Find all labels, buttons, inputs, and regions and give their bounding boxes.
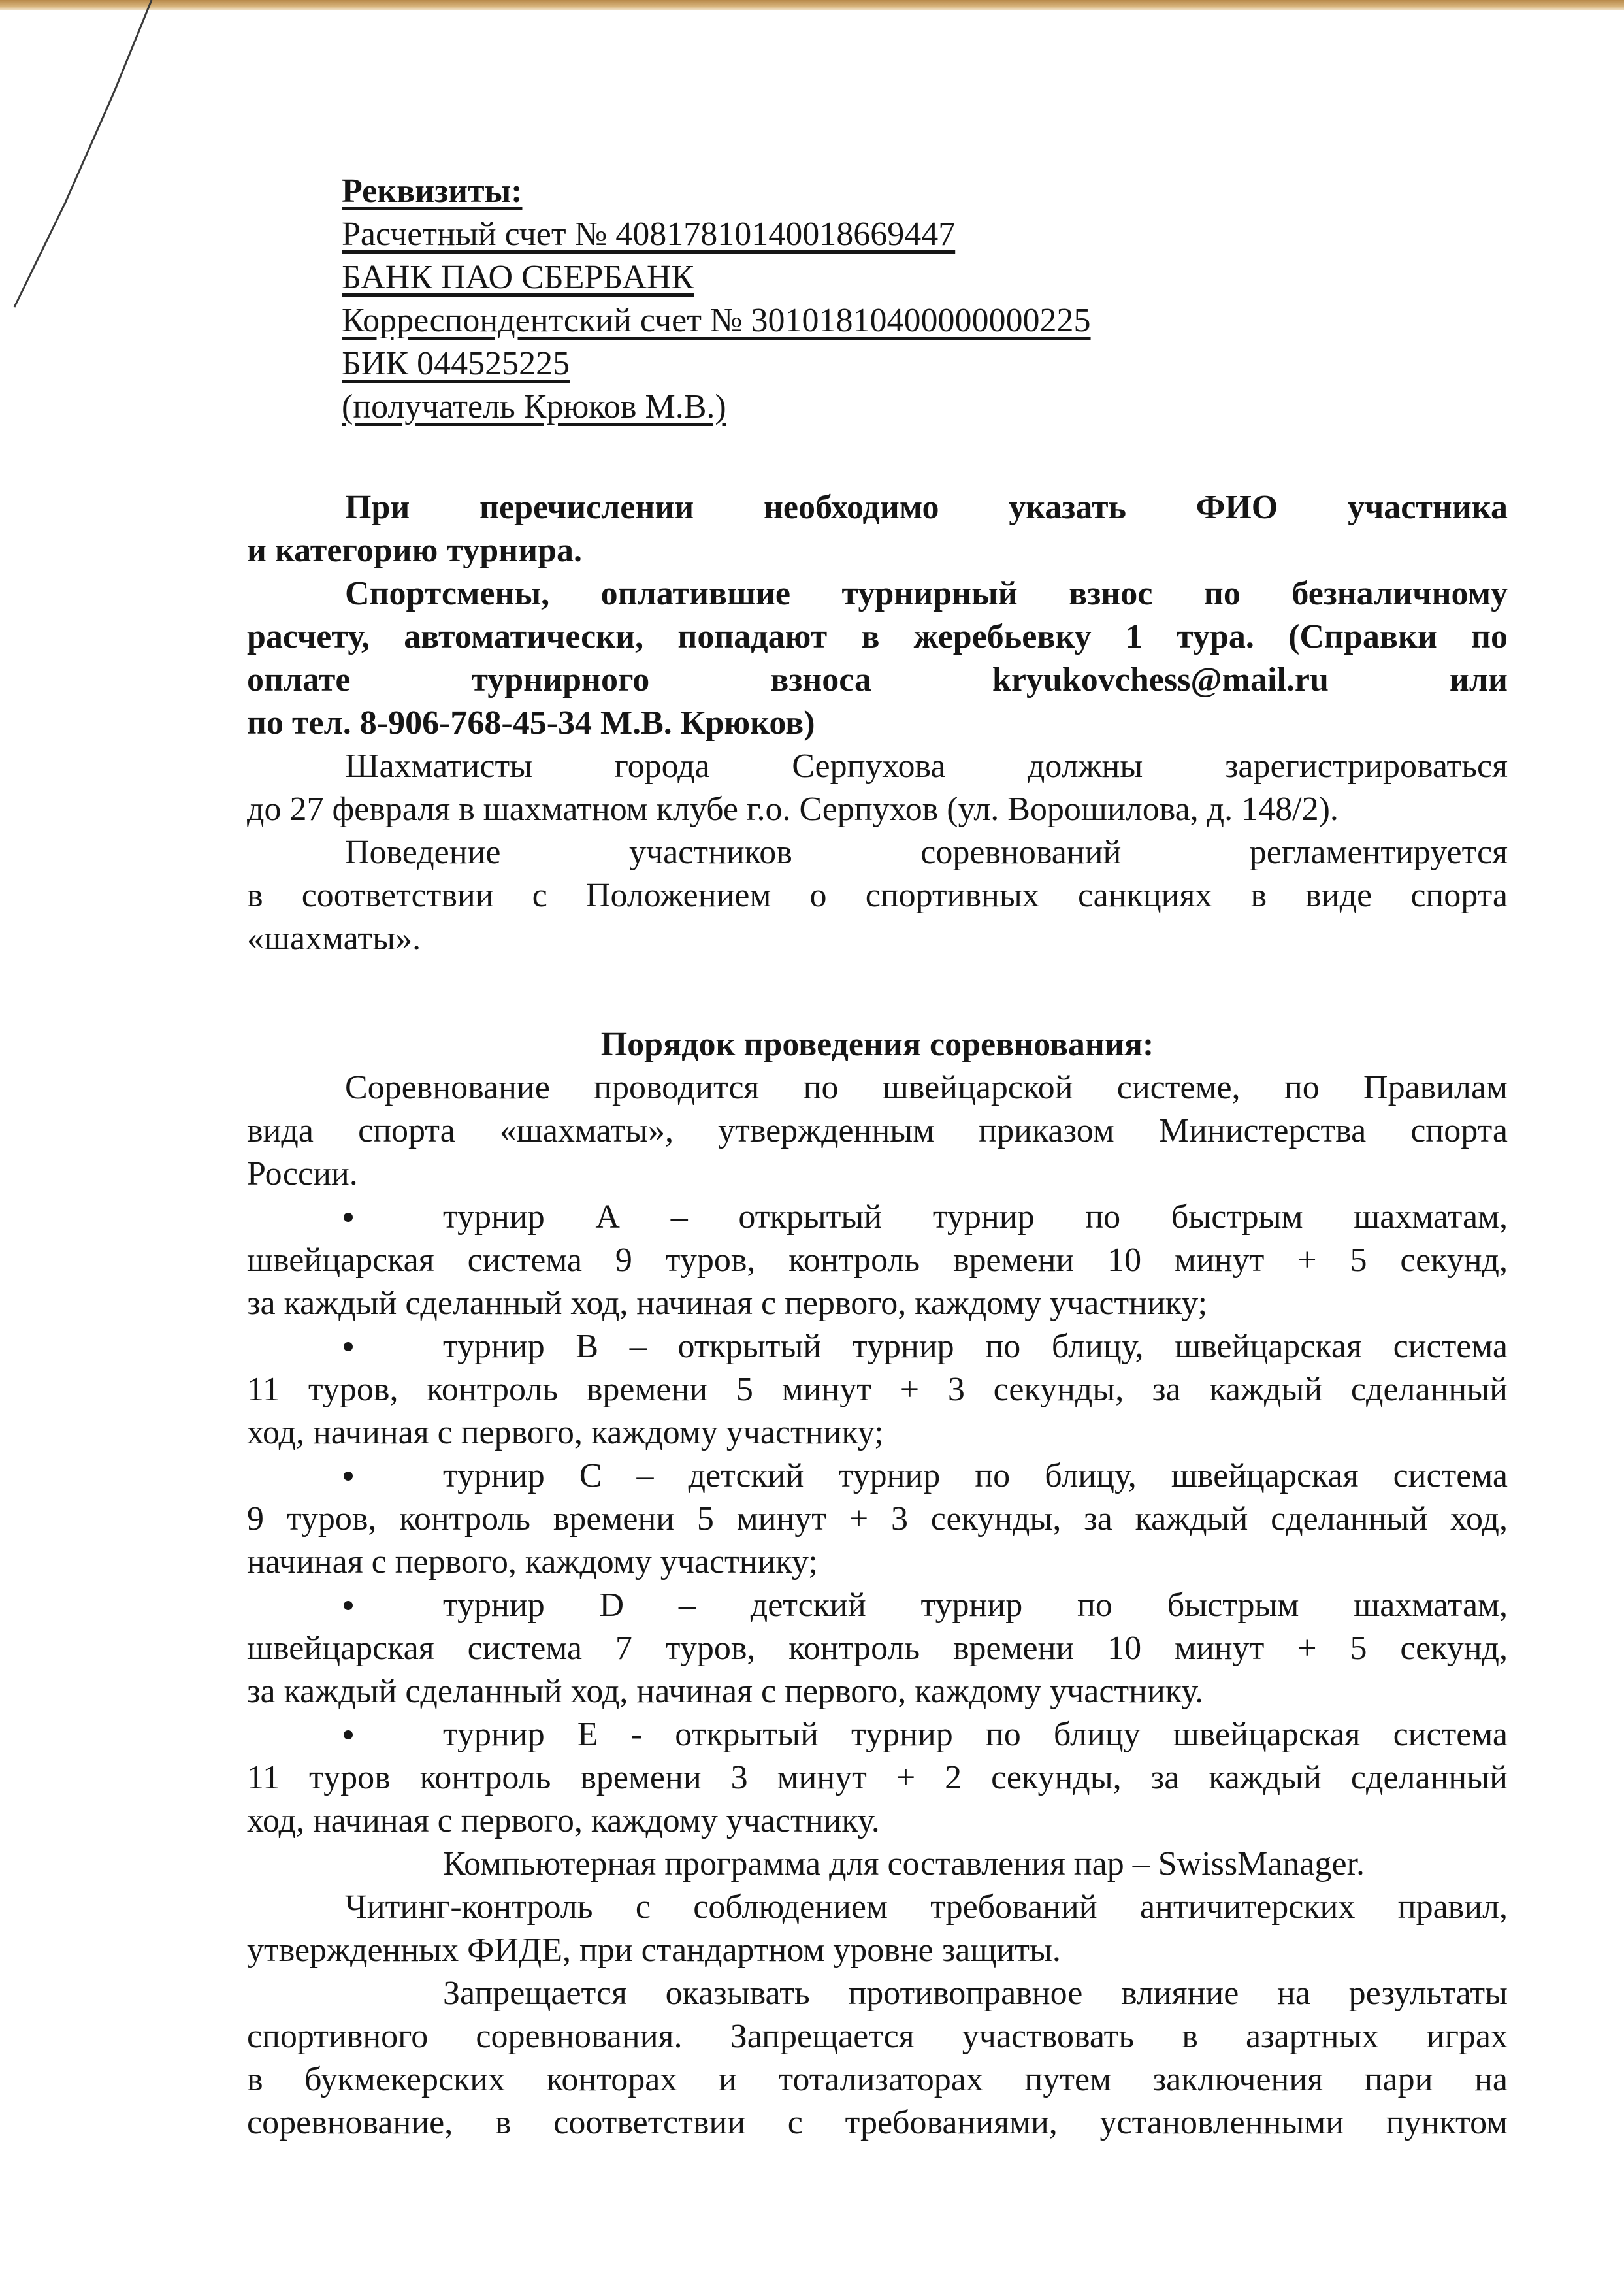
tournament-c-line-2: 9 туров, контроль времени 5 минут + 3 секунды, за каждый сделанный ход, [247, 1500, 1508, 1538]
bullet-icon [344, 1213, 353, 1222]
bullet-icon [344, 1730, 353, 1739]
bullet-icon [344, 1601, 353, 1610]
requisites-bank: БАНК ПАО СБЕРБАНК [342, 259, 694, 296]
procedure-intro-2: вида спорта «шахматы», утвержденным приказом Министерства спорта [247, 1112, 1508, 1149]
requisites-recipient: (получатель Крюков М.В.) [342, 388, 726, 425]
tournament-d-line-1 [247, 1584, 1508, 1627]
tournament-b-text-1: турнир В – открытый турнир по блицу, швейцарская система [443, 1328, 1508, 1365]
bullet-icon [344, 1472, 353, 1481]
procedure-intro-1: Соревнование проводится по швейцарской системе, по Правилам [345, 1069, 1508, 1106]
ban-line-3: в букмекерских конторах и тотализаторах путем заключения пари на [247, 2061, 1508, 2098]
tournament-a-line-3: за каждый сделанный ход, начиная с первого, каждому участнику; [247, 1285, 1208, 1322]
tournament-c-line-3: начиная с первого, каждому участнику; [247, 1543, 818, 1581]
spacer [247, 429, 1508, 486]
behavior-line-1: Поведение участников соревнований регламентируется [345, 834, 1508, 871]
scan-fold-line [0, 0, 170, 314]
tournament-a-text-1: турнир А – открытый турнир по быстрым шахматам, [443, 1198, 1508, 1236]
procedure-heading: Порядок проведения соревнования: [600, 1026, 1154, 1063]
tournament-d-text-1: турнир D – детский турнир по быстрым шахматам, [443, 1587, 1508, 1624]
cheating-line-1: Читинг-контроль с соблюдением требований античитерских правил, [345, 1888, 1508, 1926]
behavior-line-2: в соответствии с Положением о спортивных санкциях в виде спорта [247, 877, 1508, 914]
tournament-a-line-2: швейцарская система 9 туров, контроль времени 10 минут + 5 секунд, [247, 1242, 1508, 1279]
tournament-c-line-1 [247, 1455, 1508, 1498]
tournament-e-line-2: 11 туров контроль времени 3 минут + 2 секунды, за каждый сделанный [247, 1759, 1508, 1796]
payment-line-3: Спортсмены, оплатившие турнирный взнос по безналичному [345, 575, 1508, 612]
paper-top-edge [0, 0, 1624, 10]
tournament-d-line-2: швейцарская система 7 туров, контроль времени 10 минут + 5 секунд, [247, 1630, 1508, 1667]
cheating-line-2: утвержденных ФИДЕ, при стандартном уровне защиты. [247, 1932, 1061, 1969]
tournament-a-line-1 [247, 1196, 1508, 1239]
requisites-corr-account: Корреспондентский счет № 30101810400000000225 [342, 302, 1091, 339]
tournament-e-line-1 [247, 1713, 1508, 1756]
payment-line-5: оплате турнирного взноса kryukovchess@mail.ru или [247, 661, 1508, 699]
tournament-b-line-2: 11 туров, контроль времени 5 минут + 3 секунды, за каждый сделанный [247, 1371, 1508, 1408]
behavior-line-3: «шахматы». [247, 920, 421, 957]
ban-line-4: соревнование, в соответствии с требованиями, установленными пунктом [247, 2104, 1508, 2141]
tournament-c-text-1: турнир С – детский турнир по блицу, швейцарская система [443, 1457, 1508, 1494]
payment-line-6: по тел. 8-906-768-45-34 М.В. Крюков) [247, 704, 815, 742]
payment-line-1: При перечислении необходимо указать ФИО участника [345, 489, 1508, 526]
requisites-title: Реквизиты: [342, 173, 523, 210]
document-page [247, 170, 1508, 2145]
requisites-account: Расчетный счет № 40817810140018669447 [342, 216, 956, 253]
tournament-e-line-3: ход, начиная с первого, каждому участнику. [247, 1802, 880, 1839]
registration-line-1: Шахматисты города Серпухова должны зарегистрироваться [345, 748, 1508, 785]
registration-line-2: до 27 февраля в шахматном клубе г.о. Серпухов (ул. Ворошилова, д. 148/2). [247, 791, 1339, 828]
software-line: Компьютерная программа для составления пар – SwissManager. [443, 1845, 1365, 1883]
bullet-icon [344, 1342, 353, 1351]
tournament-d-line-3: за каждый сделанный ход, начиная с первого, каждому участнику. [247, 1673, 1204, 1710]
ban-line-2: спортивного соревнования. Запрещается участвовать в азартных играх [247, 2018, 1508, 2055]
spacer [247, 961, 1508, 1023]
ban-line-1: Запрещается оказывать противоправное влияние на результаты [443, 1975, 1508, 2012]
procedure-intro-3: России. [247, 1155, 358, 1193]
payment-line-4: расчету, автоматически, попадают в жеребьевку 1 тура. (Справки по [247, 618, 1508, 655]
requisites-bik: БИК 044525225 [342, 345, 570, 382]
payment-line-2: и категорию турнира. [247, 532, 582, 569]
tournament-e-text-1: турнир Е - открытый турнир по блицу швейцарская система [443, 1716, 1508, 1753]
tournament-b-line-1 [247, 1325, 1508, 1368]
tournament-b-line-3: ход, начиная с первого, каждому участнику; [247, 1414, 884, 1451]
